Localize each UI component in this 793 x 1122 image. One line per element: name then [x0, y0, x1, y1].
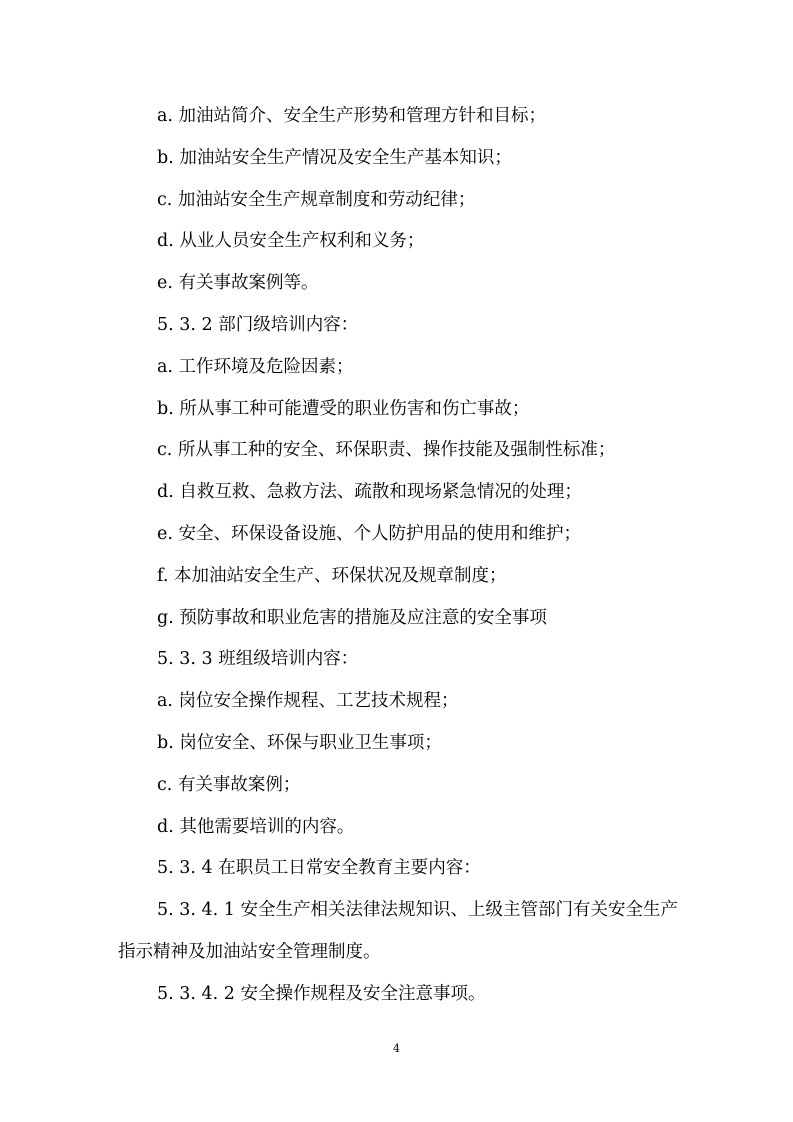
paragraph: d. 其他需要培训的内容。	[157, 816, 355, 837]
paragraph: c. 所从事工种的安全、环保职责、操作技能及强制性标准；	[157, 440, 616, 461]
paragraph: e. 有关事故案例等。	[157, 273, 319, 294]
paragraph: c. 加油站安全生产规章制度和劳动纪律；	[157, 189, 476, 210]
paragraph: b. 加油站安全生产情况及安全生产基本知识；	[157, 147, 512, 168]
paragraph: 5. 3. 4. 2 安全操作规程及安全注意事项。	[157, 983, 486, 1004]
paragraph: d. 自救互救、急救方法、疏散和现场紧急情况的处理；	[157, 482, 582, 503]
paragraph: b. 岗位安全、环保与职业卫生事项；	[157, 732, 442, 753]
paragraph: f. 本加油站安全生产、环保状况及规章制度；	[157, 565, 507, 586]
paragraph: d. 从业人员安全生产权利和义务；	[157, 231, 425, 252]
paragraph: a. 工作环境及危险因素；	[157, 356, 354, 377]
page-number: 4	[393, 1042, 400, 1055]
paragraph: e. 安全、环保设备设施、个人防护用品的使用和维护；	[157, 523, 581, 544]
section-heading: 5. 3. 2 部门级培训内容：	[157, 314, 359, 335]
paragraph: a. 加油站简介、安全生产形势和管理方针和目标；	[157, 106, 547, 126]
section-heading: 5. 3. 4 在职员工日常安全教育主要内容：	[157, 858, 481, 879]
paragraph: g. 预防事故和职业危害的措施及应注意的安全事项	[157, 607, 547, 628]
paragraph: a. 岗位安全操作规程、工艺技术规程；	[157, 691, 459, 712]
paragraph: c. 有关事故案例；	[157, 774, 301, 795]
section-heading: 5. 3. 3 班组级培训内容：	[157, 649, 359, 670]
paragraph: b. 所从事工种可能遭受的职业伤害和伤亡事故；	[157, 398, 530, 419]
body-text	[118, 96, 678, 1016]
paragraph: 5. 3. 4. 1 安全生产相关法律法规知识、上级主管部门有关安全生产指示精神及加油站安全管理制度。	[118, 900, 678, 962]
